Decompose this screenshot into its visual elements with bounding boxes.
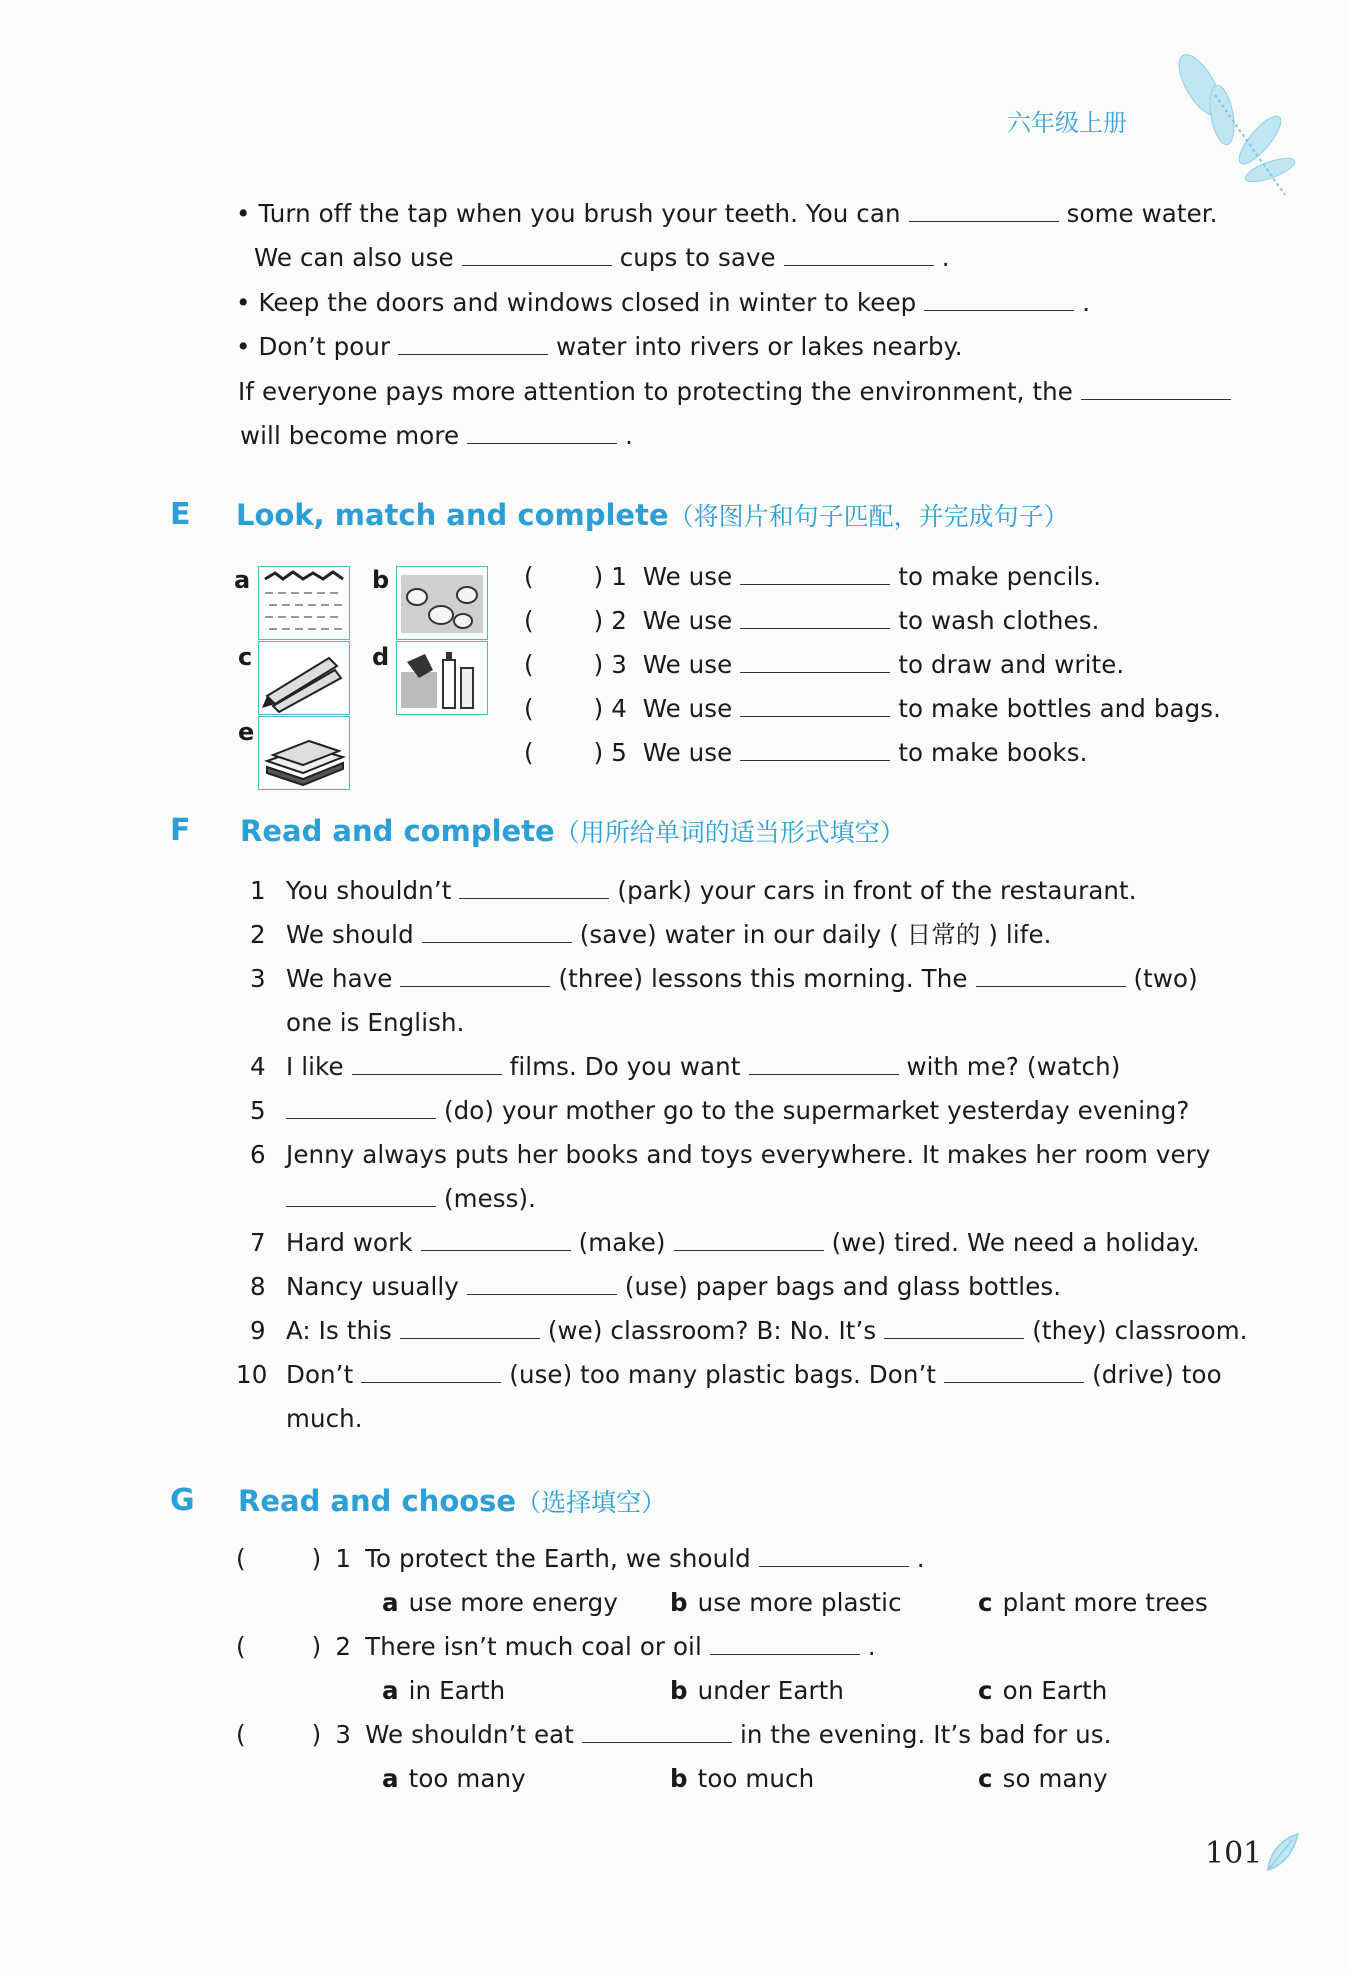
blank[interactable] xyxy=(400,964,550,987)
option-a[interactable]: a use more energy xyxy=(382,1588,618,1617)
blank[interactable] xyxy=(286,1096,436,1119)
fill-item: 3 We have (three) lessons this morning. The (two) xyxy=(250,964,1198,993)
match-item: ( ) 3 We use to draw and write. xyxy=(524,650,1125,679)
option-a[interactable]: a too many xyxy=(382,1764,526,1793)
section-e-title: Look, match and complete（将图片和句子匹配，并完成句子） xyxy=(236,498,1069,532)
option-c[interactable]: c on Earth xyxy=(978,1676,1108,1705)
blank[interactable] xyxy=(462,243,612,266)
option-c[interactable]: c plant more trees xyxy=(978,1588,1208,1617)
blank[interactable] xyxy=(398,332,548,355)
blank[interactable] xyxy=(582,1720,732,1743)
blank[interactable] xyxy=(422,920,572,943)
blank[interactable] xyxy=(467,421,617,444)
section-f-letter: F xyxy=(170,813,191,848)
fill-item: 8 Nancy usually (use) paper bags and glass bottles. xyxy=(250,1272,1062,1301)
fill-item: 9 A: Is this (we) classroom? B: No. It’s (they) classroom. xyxy=(250,1316,1248,1345)
blank[interactable] xyxy=(784,243,934,266)
fill-item: 5 (do) your mother go to the supermarket yesterday evening? xyxy=(250,1096,1190,1125)
blank[interactable] xyxy=(740,562,890,585)
picture-label-e: e xyxy=(238,718,255,746)
fill-item: 4 I like films. Do you want with me? (watch) xyxy=(250,1052,1121,1081)
page-number: 101 xyxy=(1205,1836,1263,1871)
blank[interactable] xyxy=(286,1184,436,1207)
blank[interactable] xyxy=(924,288,1074,311)
option-c[interactable]: c so many xyxy=(978,1764,1108,1793)
grade-label: 六年级上册 xyxy=(1007,109,1127,137)
choice-question: ( ) 3 We shouldn’t eat in the evening. It’s bad for us. xyxy=(236,1720,1112,1749)
blank[interactable] xyxy=(740,738,890,761)
choice-question: ( ) 2 There isn’t much coal or oil . xyxy=(236,1632,876,1661)
intro-line-3: • Keep the doors and windows closed in winter to keep . xyxy=(236,288,1091,317)
section-g-letter: G xyxy=(170,1483,195,1518)
section-e-letter: E xyxy=(170,497,191,532)
option-a[interactable]: a in Earth xyxy=(382,1676,506,1705)
choice-question: ( ) 1 To protect the Earth, we should . xyxy=(236,1544,925,1573)
option-b[interactable]: b too much xyxy=(670,1764,815,1793)
plastic-bottles-icon xyxy=(397,642,487,714)
blank[interactable] xyxy=(884,1316,1024,1339)
picture-label-a: a xyxy=(234,566,251,594)
blank[interactable] xyxy=(1081,377,1231,400)
fill-item-continued: one is English. xyxy=(286,1008,465,1037)
blank[interactable] xyxy=(400,1316,540,1339)
blank[interactable] xyxy=(421,1228,571,1251)
blank[interactable] xyxy=(740,606,890,629)
blank[interactable] xyxy=(674,1228,824,1251)
blank[interactable] xyxy=(740,650,890,673)
picture-e-paper[interactable] xyxy=(258,716,350,790)
picture-d-plastic[interactable] xyxy=(396,641,488,715)
blank[interactable] xyxy=(459,876,609,899)
blank[interactable] xyxy=(909,199,1059,222)
picture-a-water[interactable] xyxy=(258,566,350,640)
blank[interactable] xyxy=(710,1632,860,1655)
blank[interactable] xyxy=(749,1052,899,1075)
intro-line-6: will become more . xyxy=(240,421,634,450)
paper-stack-icon xyxy=(259,717,349,789)
match-item: ( ) 2 We use to wash clothes. xyxy=(524,606,1100,635)
blank[interactable] xyxy=(467,1272,617,1295)
match-item: ( ) 1 We use to make pencils. xyxy=(524,562,1102,591)
match-item: ( ) 5 We use to make books. xyxy=(524,738,1088,767)
picture-label-b: b xyxy=(372,566,390,594)
fill-item: 1 You shouldn’t (park) your cars in front of the restaurant. xyxy=(250,876,1137,905)
match-item: ( ) 4 We use to make bottles and bags. xyxy=(524,694,1222,723)
leaf-icon xyxy=(1262,1830,1302,1874)
blank[interactable] xyxy=(976,964,1126,987)
fill-item: 6 Jenny always puts her books and toys everywhere. It makes her room very xyxy=(250,1140,1211,1169)
picture-label-c: c xyxy=(238,643,253,671)
intro-line-4: • Don’t pour water into rivers or lakes nearby. xyxy=(236,332,963,361)
intro-line-5: If everyone pays more attention to protecting the environment, the xyxy=(238,377,1239,407)
intro-line-2: We can also use cups to save . xyxy=(254,243,950,272)
blank[interactable] xyxy=(944,1360,1084,1383)
intro-line-1: • Turn off the tap when you brush your teeth. You can some water. xyxy=(236,199,1218,228)
fill-item: 7 Hard work (make) (we) tired. We need a holiday. xyxy=(250,1228,1200,1257)
blank[interactable] xyxy=(361,1360,501,1383)
logs-icon xyxy=(397,567,487,639)
section-g-title: Read and choose（选择填空） xyxy=(238,1484,667,1518)
picture-b-wood[interactable] xyxy=(396,566,488,640)
picture-label-d: d xyxy=(372,643,390,671)
fill-item: 2 We should (save) water in our daily ( 日常的 ) life. xyxy=(250,920,1052,949)
blank[interactable] xyxy=(740,694,890,717)
water-icon xyxy=(259,567,349,639)
picture-c-pencils[interactable] xyxy=(258,641,350,715)
pencils-icon xyxy=(259,642,349,714)
blank[interactable] xyxy=(352,1052,502,1075)
fill-item-continued: (mess). xyxy=(278,1184,536,1214)
option-b[interactable]: b under Earth xyxy=(670,1676,844,1705)
dragonfly-icon xyxy=(1150,45,1300,205)
blank[interactable] xyxy=(759,1544,909,1567)
option-b[interactable]: b use more plastic xyxy=(670,1588,902,1617)
section-f-title: Read and complete（用所给单词的适当形式填空） xyxy=(240,814,905,848)
fill-item: 10 Don’t (use) too many plastic bags. Don’t (drive) too xyxy=(236,1360,1222,1389)
fill-item-continued: much. xyxy=(286,1404,363,1433)
